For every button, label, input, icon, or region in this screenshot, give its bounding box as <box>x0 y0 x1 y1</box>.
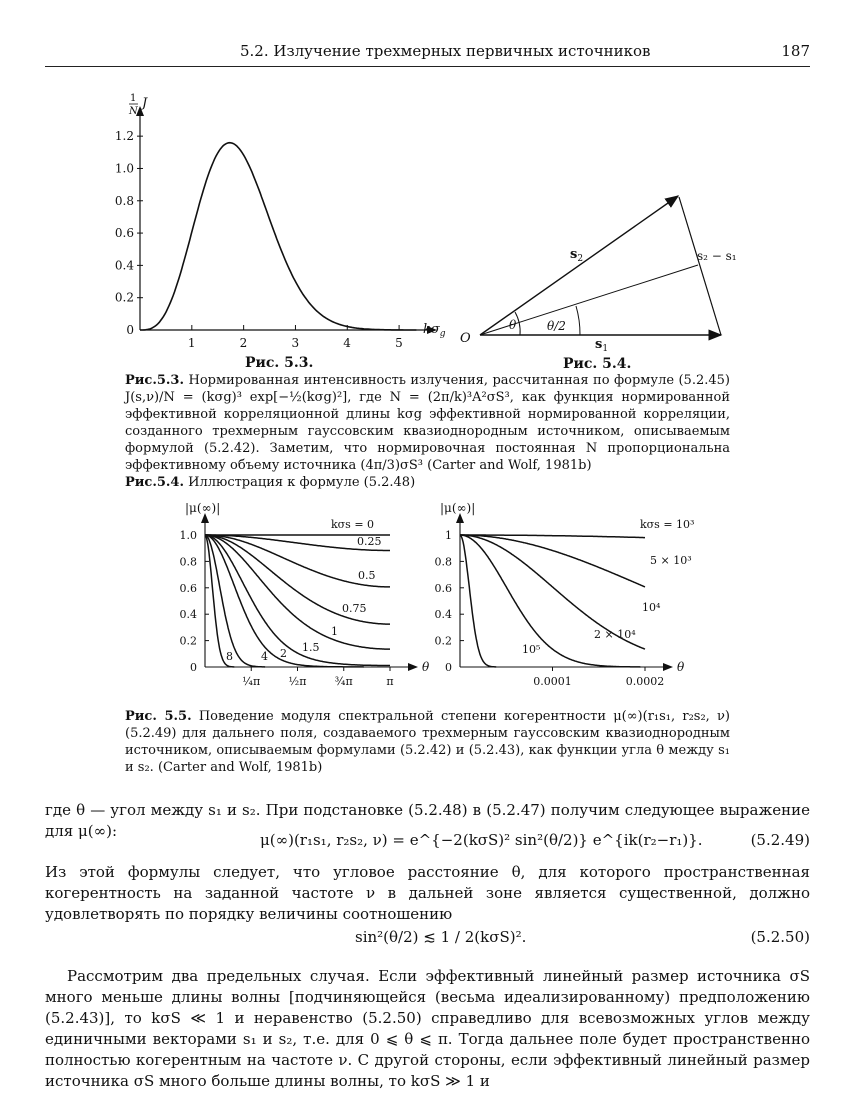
fig54-label: Рис. 5.4. <box>563 356 632 372</box>
equation-5-2-50-number: (5.2.50) <box>750 928 810 946</box>
fig54-origin-label: O <box>460 331 471 346</box>
fig55-left-curve-label: 0.5 <box>358 569 376 582</box>
fig55-right-y-tick-label: 1 <box>445 529 452 542</box>
fig54-half-theta-label: θ/2 <box>547 319 566 333</box>
figure-5-4 <box>455 180 780 375</box>
fig55-right-y-label: |μ(∞)| <box>440 501 476 515</box>
fig53-x-label: $k\sigma_g$ <box>423 322 446 339</box>
fig53-curve <box>140 143 416 330</box>
fig54-half-theta-arc <box>576 306 580 335</box>
fig55-left-y-tick-label: 0.6 <box>179 581 197 595</box>
running-header <box>45 42 810 67</box>
figure-caption-5-3-5-4 <box>125 372 730 491</box>
fig55-right-y-tick-label: 0.6 <box>434 581 452 595</box>
fig54-s2-vector <box>480 196 678 335</box>
fig55-left-curve-label: 8 <box>226 650 233 663</box>
fig55-left-x-tick-label: ¼π <box>242 675 261 688</box>
fig54-diff-label: s₂ − s₁ <box>697 249 737 263</box>
header-title: 5.2. Излучение трехмерных первичных источников <box>240 42 651 60</box>
fig53-plot <box>115 106 437 350</box>
fig53-y-tick-label: 0.2 <box>114 290 134 305</box>
figure-5-3 <box>100 85 460 375</box>
fig53-y-tick-label: 0.6 <box>114 226 134 241</box>
fig55-left-y-label: |μ(∞)| <box>185 501 221 515</box>
fig54-s2-label: $s_2$ <box>570 247 584 264</box>
page-number: 187 <box>781 42 810 60</box>
fig53-y-tick-label: 0.4 <box>114 258 134 273</box>
equation-5-2-50-body: sin²(θ/2) ≲ 1 / 2(kσS)². <box>355 928 527 946</box>
fig55-left-x-tick-label: π <box>386 675 394 688</box>
fig55-right-x-tick-label: 0.0002 <box>625 675 665 688</box>
fig55-right-x-arrow <box>663 663 673 671</box>
fig55-left-curve-label: 1 <box>331 625 338 638</box>
fig55-left-y-tick-label: 1.0 <box>179 529 197 542</box>
fig55-right-curve-label: 10⁴ <box>642 601 661 614</box>
caption1-text2: Иллюстрация к формуле (5.2.48) <box>188 475 416 490</box>
fig53-y-tick-label: 1.0 <box>114 161 134 176</box>
fig53-y-tick-label: 0.8 <box>114 193 134 208</box>
fig53-x-tick-label: 4 <box>343 336 351 350</box>
fig53-x-tick-label: 5 <box>395 336 403 350</box>
caption2-text: Поведение модуля спектральной степени когерентности μ(∞)(r₁s₁, r₂s₂, ν) (5.2.49) для дальнего поля, создаваемого трехмерным гауссовским квазиоднородным источником, описываемым формулами (5.2.42) и (5.2.43), как функции угла θ между s₁ и s₂. (Carter and Wolf, 1981b) <box>125 709 730 775</box>
fig55-right-curve-label: kσs = 10³ <box>640 518 695 531</box>
fig53-x-tick-label: 2 <box>239 336 248 350</box>
fig55-right-y-tick-label: 0 <box>445 661 452 674</box>
fig55-right-curve <box>460 535 645 587</box>
fig53-y-frac-den: N <box>129 106 138 117</box>
fig53-y-frac-num: 1 <box>130 93 137 104</box>
caption2-lead: Рис. 5.5. <box>125 709 192 724</box>
fig55-right-curve <box>460 535 496 667</box>
caption1-text: Нормированная интенсивность излучения, рассчитанная по формуле (5.2.45) J(s,ν)/N = (kσg)³ exp[−½(kσg)²], где N = (2π/k)³A²σS³, как функция нормированной эффективной корреляционной длины kσg эффективной нормированной корреляции, созданного трехмерным гауссовским квазиоднородным источником, описываемым формулой (5.2.42). Заметим, что нормировочная постоянная N пропорциональна эффективному объему источника (4π/3)σS³ (Carter and Wolf, 1981b) <box>125 373 730 473</box>
fig55-right-y-tick-label: 0.2 <box>434 634 452 648</box>
fig55-left-x-tick-label: ½π <box>288 675 307 688</box>
fig53-x-tick-label: 1 <box>187 336 196 350</box>
fig55-left-curve-label: 4 <box>261 650 268 663</box>
body-paragraph-3: Рассмотрим два предельных случая. Если эффективный линейный размер источника σS много меньше длины волны [подчиняющейся (весьма идеализированному) предположению (5.2.43)], то kσS ≪ 1 и неравенство (5.2.50) справедливо для всевозможных углов между единичными векторами s₁ и s₂, т.е. для 0 ⩽ θ ⩽ π. Тогда дальнее поле будет пространственно полностью когерентным на частоте ν. С другой стороны, если эффективный линейный размер источника σS много больше длины волны, то kσS ≫ 1 и <box>45 967 810 1090</box>
fig55-left-y-tick-label: 0.2 <box>179 634 197 648</box>
fig54-s1-label: $s_1$ <box>595 337 609 354</box>
fig55-left-plot <box>180 513 431 688</box>
caption1-lead: Рис.5.3. <box>125 373 185 388</box>
figure-5-5 <box>160 495 700 695</box>
fig55-right-x-label: θ <box>677 660 685 674</box>
fig53-y-label: J <box>142 96 148 111</box>
fig55-left-curve-label: 2 <box>280 647 287 660</box>
fig55-right-y-tick-label: 0.8 <box>434 555 452 569</box>
fig55-left-x-arrow <box>408 663 418 671</box>
fig54-theta-label: θ <box>509 318 517 332</box>
fig53-x-tick-label: 3 <box>291 336 300 350</box>
fig55-right-curve-label: 2 × 10⁴ <box>594 628 636 641</box>
figure-caption-5-5 <box>125 708 730 776</box>
caption1-lead2: Рис.5.4. <box>125 475 185 490</box>
fig55-left-curve-label: kσs = 0 <box>331 518 375 531</box>
fig55-left-y-tick-label: 0 <box>190 661 197 674</box>
equation-5-2-49 <box>45 831 810 853</box>
fig55-left-y-tick-label: 0.4 <box>179 608 197 622</box>
equation-5-2-50 <box>45 928 810 950</box>
fig55-left-x-tick-label: ¾π <box>334 675 353 688</box>
fig53-label: Рис. 5.3. <box>245 355 314 371</box>
equation-5-2-49-number: (5.2.49) <box>750 831 810 849</box>
fig55-left-curve-label: 1.5 <box>302 641 320 654</box>
body-paragraph-1: где θ — угол между s₁ и s₂. При подстановке (5.2.48) в (5.2.47) получим следующее выражение для μ(∞): <box>45 801 810 840</box>
fig55-right-y-tick-label: 0.4 <box>434 608 452 622</box>
fig53-y-tick-label: 0 <box>126 323 134 337</box>
fig55-right-curve-label: 5 × 10³ <box>650 554 692 567</box>
fig54-diff-vector <box>679 197 721 335</box>
fig55-right-x-tick-label: 0.0001 <box>533 675 572 688</box>
fig55-left-curve-label: 0.75 <box>342 602 367 615</box>
fig55-right-plot <box>435 513 695 688</box>
fig55-left-x-label: θ <box>422 660 430 674</box>
fig55-right-curve <box>460 535 640 667</box>
fig55-right-curve-label: 10⁵ <box>522 643 541 656</box>
fig55-left-curve-label: 0.25 <box>357 535 382 548</box>
equation-5-2-49-body: μ(∞)(r₁s₁, r₂s₂, ν) = e^{−2(kσS)² sin²(θ/2)} e^{ik(r₂−r₁)}. <box>260 831 703 849</box>
fig53-y-tick-label: 1.2 <box>114 129 134 144</box>
fig55-left-curve <box>205 535 234 667</box>
fig55-left-y-tick-label: 0.8 <box>179 555 197 569</box>
body-paragraph-2: Из этой формулы следует, что угловое расстояние θ, для которого пространственная когерентность на заданной частоте ν в дальней зоне является существенной, должно удовлетворять по порядку величины соотношению <box>45 863 810 923</box>
